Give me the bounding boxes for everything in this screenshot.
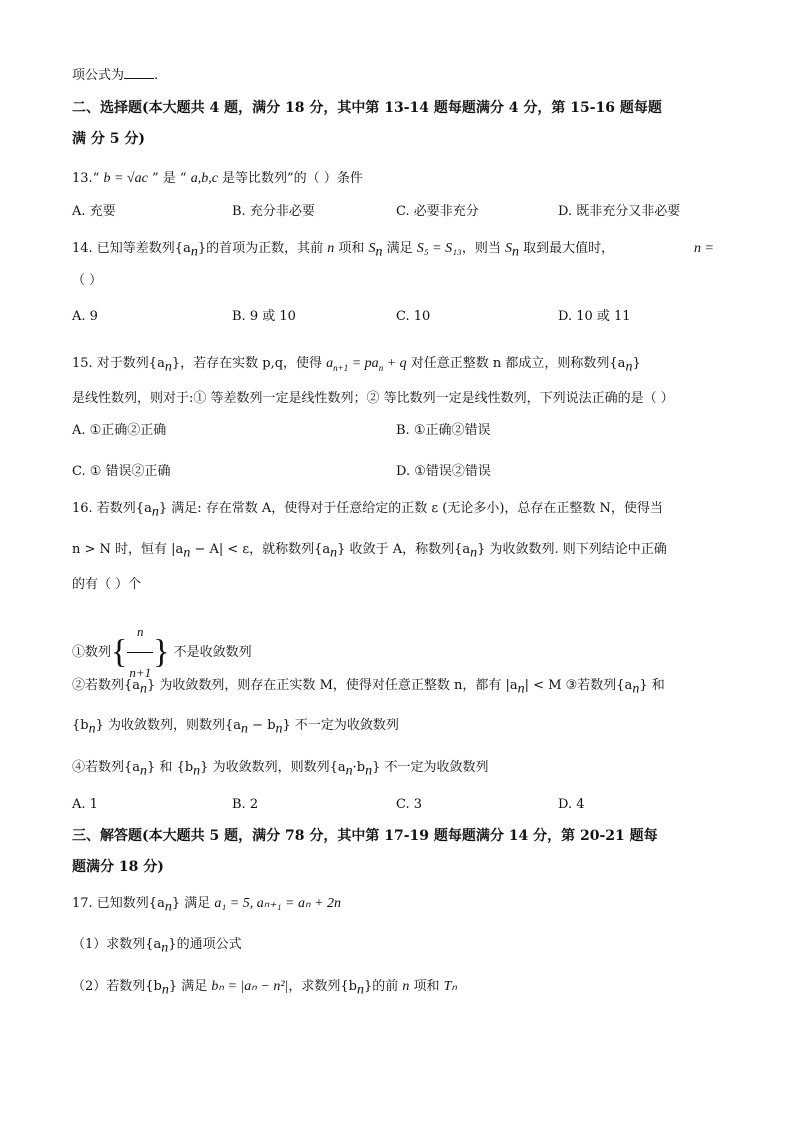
q16-option-d: D. 4 xyxy=(558,797,585,812)
q15-stem-line2: 是线性数列，则对于:① 等差数列一定是线性数列；② 等比数列一定是线性数列，下列说法正确的是（ ） xyxy=(72,391,674,406)
q16-stem-line2: n > N 时，恒有 $|a_n - A| < \varepsilon$，就称数列$\{a_n\}$ 收敛于 A，称数列$\{a_n\}$ 为收敛数列. 则下列结论中正确 xyxy=(72,542,667,561)
q15-option-c: C. ① 错误②正确 xyxy=(72,464,171,479)
q15-option-a: A. ①正确②正确 xyxy=(72,423,167,438)
q15-equation: $a_{n+1} = pa_n + q$ xyxy=(326,356,407,373)
q14-n-equals: n = xyxy=(694,241,714,256)
q17-stem: 17. 已知数列$\{a_n\}$ 满足 a₁ = 5, aₙ₊₁ = aₙ + 2n xyxy=(72,896,342,915)
q16-statement-1: ①数列{ $\frac{n}{n+1}$ } 不是收敛数列 xyxy=(72,612,252,693)
q14-paren: （ ） xyxy=(72,273,103,288)
q16-statement-4: ④若数列$\{a_n\}$ 和 $\{b_n\}$ 为收敛数列，则数列$\{a_n\cdot b_n\}$ 不一定为收敛数列 xyxy=(72,760,489,779)
q16-statement-2-3: ②若数列$\{a_n\}$ 为收敛数列，则存在正实数 M，使得对任意正整数 n，都有 $|a_n| < M$ ③若数列$\{a_n\}$ 和 xyxy=(72,678,665,697)
q16-option-a: A. 1 xyxy=(72,797,98,812)
q13-variables: a,b,c xyxy=(190,171,218,186)
q16-option-c: C. 3 xyxy=(396,797,423,812)
section2-heading-cont: 满 分 5 分) xyxy=(72,131,145,147)
q17-bn-definition: bₙ = |aₙ − n²| xyxy=(211,979,289,994)
q14-option-b: B. 9 或 10 xyxy=(232,309,296,324)
q17-part1: （1）求数列$\{a_n\}$的通项公式 xyxy=(72,937,242,956)
intro-text: 项公式为 xyxy=(72,68,125,83)
answer-blank xyxy=(124,66,154,79)
q14-option-a: A. 9 xyxy=(72,309,98,324)
q14-option-d: D. 10 或 11 xyxy=(558,309,631,324)
section3-heading: 三、解答题(本大题共 5 题，满分 78 分，其中第 17-19 题每题满分 14 分，第 20-21 题每 xyxy=(72,828,658,844)
q13-option-c: C. 必要非充分 xyxy=(396,204,479,219)
section2-heading: 二、选择题(本大题共 4 题，满分 18 分，其中第 13-14 题每题满分 4 分，第 15-16 题每题 xyxy=(72,100,662,116)
q17-part2: （2）若数列$\{b_n\}$ 满足 bₙ = |aₙ − n²|，求数列$\{b_n\}$的前 n 项和 Tₙ xyxy=(72,979,458,998)
q15-option-b: B. ①正确②错误 xyxy=(396,423,491,438)
intro-line: 项公式为 . xyxy=(72,68,159,83)
q16-fraction: $\frac{n}{n+1}$ xyxy=(127,612,153,693)
q14-stem: 14. 已知等差数列$\{a_n\}$的首项为正数，其前 n 项和 $S_n$ 满足 S₅ = S₁₃，则当 $S_n$ 取到最大值时， xyxy=(72,241,615,260)
q13-option-a: A. 充要 xyxy=(72,204,116,219)
q13-stem: 13.“ b = √ac ” 是 “ a,b,c 是等比数列”的（ ）条件 xyxy=(72,171,363,186)
q13-option-d: D. 既非充分又非必要 xyxy=(558,204,681,219)
q16-option-b: B. 2 xyxy=(232,797,259,812)
q15-option-d: D. ①错误②错误 xyxy=(396,464,491,479)
q16-statement-3-cont: $\{b_n\}$ 为收敛数列，则数列$\{a_n - b_n\}$ 不一定为收敛数列 xyxy=(72,718,399,737)
q14-option-c: C. 10 xyxy=(396,309,431,324)
q13-option-b: B. 充分非必要 xyxy=(232,204,315,219)
q16-stem-line3: 的有（ ）个 xyxy=(72,577,142,592)
q14-condition: S₅ = S₁₃ xyxy=(416,241,462,256)
q17-recurrence: a₁ = 5, aₙ₊₁ = aₙ + 2n xyxy=(214,896,342,911)
q15-stem-line1: 15. 对于数列$\{a_n\}$，若存在实数 p,q，使得 $a_{n+1} = pa_n + q$ 对任意正整数 n 都成立，则称数列$\{a_n\}$ xyxy=(72,356,641,375)
q16-stem-line1: 16. 若数列$\{a_n\}$ 满足: 存在常数 A，使得对于任意给定的正数 ε (无论多小)，总存在正整数 N，使得当 xyxy=(72,501,663,520)
section3-heading-cont: 题满分 18 分) xyxy=(72,859,164,875)
q13-expression: b = √ac xyxy=(103,171,148,186)
